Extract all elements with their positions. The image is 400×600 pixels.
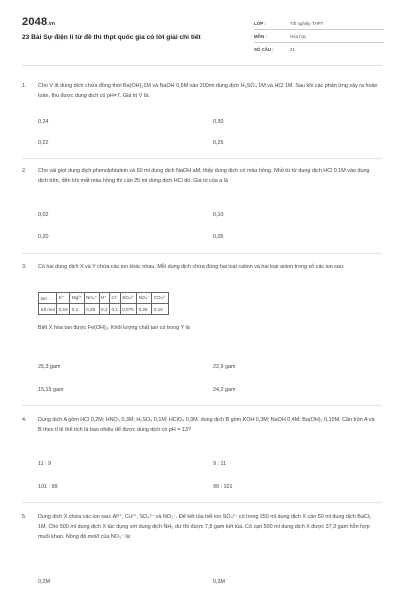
question-number: 2. <box>22 168 27 174</box>
question-text: Cho vài giọt dung dịch phenolphtalein và 50 ml dung dịch NaOH aM, thấy dung dịch có màu hồng. Nhỏ từ từ dung dịch HCl 0,1M vào dung dịch trên, đến khi mất màu hồng thì cần 25 ml dung dịch HCl đó. Giá trị của a là <box>38 168 370 184</box>
question-number: 3. <box>22 264 27 270</box>
meta-row-class <box>254 17 384 30</box>
option-b[interactable]: 0,30 <box>213 119 224 125</box>
question-text: Có hai dung dịch X và Y chứa các ion khác nhau. Mỗi dung dịch chứa đúng hai loại cation và hai loại anion trong số các ion sau: <box>38 264 345 270</box>
table-row <box>39 304 169 315</box>
header <box>22 16 382 66</box>
meta-info <box>254 17 384 55</box>
option-b[interactable]: 22,9 gam <box>213 364 236 370</box>
meta-row-count <box>254 43 384 55</box>
option-c[interactable]: 101 : 99 <box>38 484 58 490</box>
table-cell: 0,1 <box>109 304 120 315</box>
option-a[interactable]: 11 : 9 <box>38 461 52 467</box>
question-text: Cho V lít dung dịch chứa đồng thời Ba(OH)₂1M và NaOH 0,5M vào 200ml dung dịch H₂SO₄ 1M và HCl 1M. Sau khi các phản ứng xảy ra hoàn toàn, thu được dung dịch có pH=7. Giá trị V là: <box>38 83 378 99</box>
table-cell: Số mol <box>39 304 57 315</box>
table-cell: K⁺ <box>57 293 70 304</box>
meta-value: Tốt nghiệp THPT <box>290 20 324 26</box>
document-title: 23 Bài Sự điện li từ đề thi thpt quốc gia có lời giải chi tiết <box>22 34 201 41</box>
table-cell: 0,25 <box>137 304 152 315</box>
table-cell: Mg²⁺ <box>70 293 84 304</box>
option-d[interactable]: 0,25 <box>213 140 224 146</box>
table-cell: 0,15 <box>57 304 70 315</box>
question-divider <box>22 405 382 406</box>
table-cell: 0,1 <box>70 304 84 315</box>
meta-row-subject <box>254 30 384 43</box>
question-number: 1. <box>22 83 27 89</box>
table-cell: 0,25 <box>84 304 99 315</box>
table-cell: Cl⁻ <box>109 293 120 304</box>
table-cell: CO₃²⁻ <box>152 293 169 304</box>
brand-suffix: .vn <box>47 21 56 27</box>
option-b[interactable]: 9 : 11 <box>213 461 227 467</box>
table-cell: NH₄⁺ <box>84 293 99 304</box>
table-cell: 0,15 <box>152 304 169 315</box>
meta-value: 21 <box>290 46 295 52</box>
option-a[interactable]: 25,3 gam <box>38 364 61 370</box>
question-divider <box>22 253 382 254</box>
option-b[interactable]: 0,10 <box>213 212 224 218</box>
header-divider <box>22 65 382 66</box>
brand-text: 2048 <box>22 16 48 28</box>
option-a[interactable]: 0,02 <box>38 212 49 218</box>
question-divider <box>22 158 382 159</box>
meta-label: MÔN : <box>254 33 267 39</box>
option-d[interactable]: 0,05 <box>213 234 224 240</box>
question-note: Biết X hòa tan được Fe(OH)₃. Khối lượng chất tan có trong Y là <box>38 325 190 331</box>
meta-value: Hóa học <box>290 33 307 39</box>
option-c[interactable]: 0,20 <box>38 234 49 240</box>
table-cell: NO₃⁻ <box>137 293 152 304</box>
brand-logo[interactable] <box>22 16 55 28</box>
meta-label: LỚP : <box>254 20 266 26</box>
option-d[interactable]: 99 : 101 <box>213 484 233 490</box>
table-cell: 0,075 <box>120 304 136 315</box>
table-cell: H⁺ <box>99 293 109 304</box>
question-divider <box>22 502 382 503</box>
question-number: 5. <box>22 514 27 520</box>
option-c[interactable]: 0,22 <box>38 140 49 146</box>
question-text: Dung dịch X chứa các ion sau: Al³⁺, Cu²⁺, SO₄²⁻ và NO₃⁻. Để kết tủa hết ion SO₄²⁻ có trong 250 ml dung dịch X cần 50 ml dung dịch BaCl₂ 1M. Cho 500 ml dung dịch X tác dụng với dung dịch NH₃ dư thì được 7,8 gam kết tủa. Cô cạn 500 ml dung dịch X được 37,3 gam hỗn hợp muối khan. Nồng độ mol/l của NO₃⁻ là: <box>38 514 372 540</box>
option-a[interactable]: 0,24 <box>38 119 49 125</box>
option-b[interactable]: 0,3M <box>213 579 225 585</box>
table-cell: 0,2 <box>99 304 109 315</box>
option-d[interactable]: 24,2 gam <box>213 387 236 393</box>
table-row <box>39 293 169 304</box>
option-c[interactable]: 15,15 gam <box>38 387 64 393</box>
question-text: Dung dịch A gồm HCl 0,2M; HNO₃ 0,3M; H₂SO₄ 0,1M; HClO₄ 0,3M, dung dịch B gồm KOH 0,3M; NaOH 0,4M; Ba(OH)₂ 0,15M. Cần trộn A và B theo tỉ lệ thể tích là bao nhiêu để được dung dịch có pH = 13? <box>38 417 375 433</box>
ion-table <box>38 292 169 315</box>
table-cell: SO₄²⁻ <box>120 293 136 304</box>
option-a[interactable]: 0,2M <box>38 579 50 585</box>
meta-label: SỐ CÂU : <box>254 46 274 52</box>
table-cell: Ion <box>39 293 57 304</box>
question-number: 4. <box>22 417 27 423</box>
